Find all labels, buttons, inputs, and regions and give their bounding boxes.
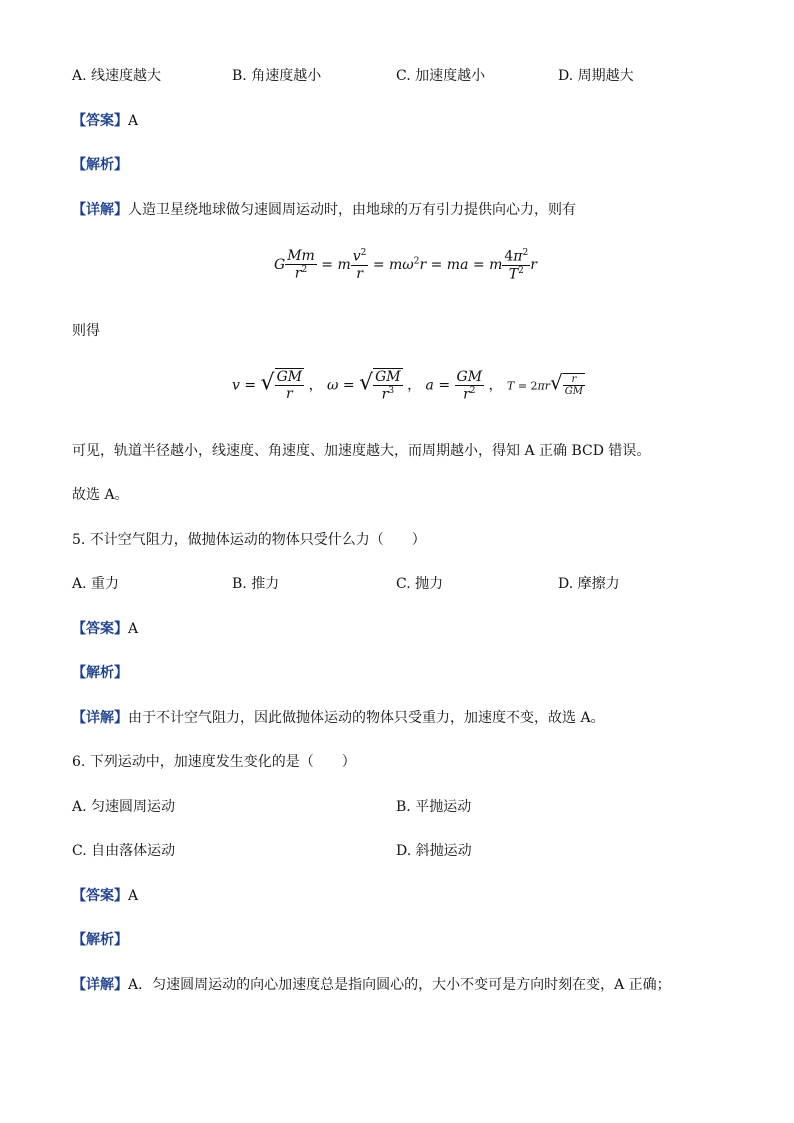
answer-value: A [128, 113, 139, 129]
answer-value: A [128, 621, 139, 637]
q4-answer-line [72, 111, 138, 131]
answer-tag: 【答案】 [72, 113, 128, 129]
q6-option-b: B. 平抛运动 [396, 799, 472, 815]
answer-tag: 【答案】 [72, 621, 128, 637]
q5-option-d: D. 摩擦力 [558, 576, 620, 592]
q6-option-c: C. 自由落体运动 [72, 843, 176, 859]
results-equation: v = √ $\frac{GM}{r}$ ， ω = √ $\frac{GM}{r^3}$ ， a = $\frac{GM}{r^2}$ ， T = 2πr√ $\frac{r}{GM}$ [232, 368, 584, 403]
detail-tag: 【详解】 [72, 710, 128, 726]
q6-option-a: A. 匀速圆周运动 [72, 799, 176, 815]
q4-option-b: B. 角速度越小 [232, 68, 322, 84]
detail-text: 人造卫星绕地球做匀速圆周运动时，由地球的万有引力提供向心力，则有 [128, 202, 576, 218]
analysis-tag: 【解析】 [72, 157, 128, 173]
q4-choose: 故选 A。 [72, 487, 129, 503]
gravitation-equation: G $\frac{Mm}{r^2}$ = m $\frac{v^2}{r}$ = $m\omega^2r$ = ma = m $\frac{4\pi^2}{T^2}$ r [274, 248, 537, 283]
q4-option-c: C. 加速度越小 [396, 68, 486, 84]
analysis-tag: 【解析】 [72, 932, 128, 948]
q4-option-d: D. 周期越大 [558, 68, 634, 84]
q5-option-b: B. 推力 [232, 576, 280, 592]
q6-question: 6. 下列运动中，加速度发生变化的是（ ） [72, 754, 356, 770]
q6-analysis-tag [72, 930, 128, 950]
q4-then: 则得 [72, 323, 100, 339]
q4-conclusion: 可见，轨道半径越小，线速度、角速度、加速度越大，而周期越小，得知 A 正确 BCD 错误。 [72, 443, 651, 459]
q5-option-a: A. 重力 [72, 576, 120, 592]
q4-analysis-tag [72, 155, 128, 175]
q5-answer-line [72, 619, 138, 639]
q6-answer-line [72, 886, 138, 906]
answer-tag: 【答案】 [72, 888, 128, 904]
q5-option-c: C. 抛力 [396, 576, 444, 592]
detail-tag: 【详解】 [72, 202, 128, 218]
analysis-tag: 【解析】 [72, 665, 128, 681]
detail-text: A．匀速圆周运动的向心加速度总是指向圆心的，大小不变可是方向时刻在变，A 正确； [128, 977, 671, 993]
q6-detail-line [72, 975, 671, 995]
answer-value: A [128, 888, 139, 904]
q6-option-d: D. 斜抛运动 [396, 843, 472, 859]
q4-detail-line [72, 200, 576, 220]
q4-option-a: A. 线速度越大 [72, 68, 162, 84]
q5-question: 5. 不计空气阻力，做抛体运动的物体只受什么力（ ） [72, 532, 426, 548]
q5-detail-line [72, 708, 605, 728]
q5-analysis-tag [72, 663, 128, 683]
detail-tag: 【详解】 [72, 977, 128, 993]
detail-text: 由于不计空气阻力，因此做抛体运动的物体只受重力，加速度不变，故选 A。 [128, 710, 605, 726]
